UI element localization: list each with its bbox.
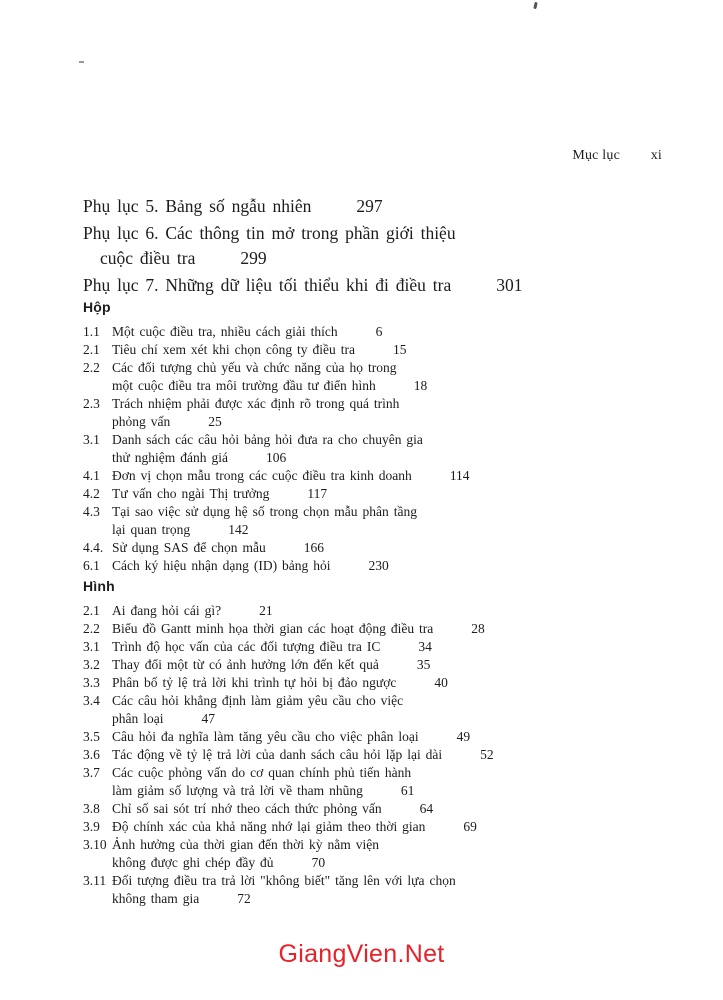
entry-text [112,431,673,467]
entry-text [112,692,673,728]
entry-text-line1: Các câu hỏi khẳng định làm giảm yêu cầu cho việc [112,693,404,708]
toc-entry [83,800,673,818]
entry-number: 2.2 [83,360,100,375]
toc-entry [83,818,673,836]
entry-text-line1: Tại sao việc sử dụng hệ số trong chọn mẫu phân tầng [112,504,417,519]
toc-entry [83,728,673,746]
entry-text-line1: Cách ký hiệu nhận dạng (ID) bảng hỏi [112,558,331,573]
entry-number: 3.11 [83,873,107,888]
appendix-page-number: 301 [496,275,523,295]
entry-text-line1: Trình độ học vấn của các đối tượng điều tra IC [112,639,381,654]
entry-text [112,800,673,818]
entry-number: 4.4. [83,540,104,555]
appendix-page-number: 297 [356,196,383,216]
entry-text-line2: thử nghiệm đánh giá [112,450,228,465]
entry-text-line2: làm giảm số lượng và trả lời về tham nhũng [112,783,363,798]
entry-number: 3.3 [83,675,100,690]
entry-number: 3.10 [83,837,107,852]
toc-entry [83,323,673,341]
section-title-boxes: Hộp [83,299,111,315]
entries-figures [83,602,673,908]
entry-text-line1: Đối tượng điều tra trả lời "không biết" tăng lên với lựa chọn [112,873,456,888]
entry-text-line2: phân loại [112,711,164,726]
toc-entry [83,746,673,764]
entry-page-number: 21 [259,603,273,618]
entry-text [112,359,673,395]
entry-number: 6.1 [83,558,100,573]
entry-text-line1: Tư vấn cho ngài Thị trưởng [112,486,270,501]
toc-entry [83,467,673,485]
entry-text [112,818,673,836]
toc-entry [83,485,673,503]
entry-text-line1: Danh sách các câu hỏi bảng hỏi đưa ra cho chuyên gia [112,432,423,447]
entry-text [112,620,673,638]
entry-text [112,341,673,359]
entry-text [112,602,673,620]
entry-text-line1: Các đối tượng chủ yếu và chức năng của họ trong [112,360,397,375]
entry-page-number: 114 [449,468,470,483]
entry-text-line1: Đơn vị chọn mẫu trong các cuộc điều tra kinh doanh [112,468,412,483]
entry-page-number: 25 [208,414,222,429]
section-title-figures: Hình [83,578,115,594]
entry-page-number: 34 [418,639,432,654]
entry-text [112,746,673,764]
entry-text-line2: lại quan trọng [112,522,191,537]
toc-entry [83,656,673,674]
appendix-list [83,194,663,300]
appendix-entry-text: Phụ lục 6. Các thông tin mở trong phần giới thiệu [83,223,456,243]
entry-number: 2.1 [83,342,100,357]
running-header-title: Mục lục [572,148,620,163]
entry-number: 3.4 [83,693,100,708]
entry-page-number: 18 [413,378,428,393]
page-number-roman: xi [650,148,662,163]
entry-number: 2.2 [83,621,100,636]
entry-text [112,557,673,575]
toc-entry [83,692,673,728]
toc-entry [83,557,673,575]
entry-text [112,395,673,431]
entry-text [112,539,673,557]
scan-artifact-dot [79,61,84,63]
entry-text-line1: Câu hỏi đa nghĩa làm tăng yêu cầu cho việc phân loại [112,729,419,744]
entry-text [112,467,673,485]
entry-number: 4.2 [83,486,100,501]
appendix-entry [83,273,663,298]
entry-text [112,323,673,341]
appendix-page-number: 299 [240,248,267,268]
entry-number: 3.7 [83,765,100,780]
entry-number: 3.5 [83,729,100,744]
entry-page-number: 166 [303,540,324,555]
entry-text-line2: không tham gia [112,891,200,906]
entry-text-line1: Tiêu chí xem xét khi chọn công ty điều tra [112,342,355,357]
toc-entry [83,503,673,539]
appendix-entry-text: Phụ lục 5. Bảng số ngẫu nhiên [83,196,312,216]
entry-page-number: 52 [480,747,494,762]
toc-entry [83,431,673,467]
toc-entry [83,341,673,359]
entry-page-number: 40 [434,675,448,690]
section-figures [83,578,673,908]
appendix-entry-text: Phụ lục 7. Những dữ liệu tối thiểu khi đi điều tra [83,275,452,295]
scan-artifact-comma [533,2,537,9]
entry-number: 3.1 [83,639,100,654]
entry-text-line1: Phân bố tỷ lệ trả lời khi trình tự hỏi bị đảo ngược [112,675,397,690]
entry-text-line1: Sử dụng SAS để chọn mẫu [112,540,266,555]
entry-text [112,503,673,539]
appendix-entry [83,194,663,219]
toc-entry [83,836,673,872]
entry-number: 2.3 [83,396,100,411]
entry-text [112,674,673,692]
toc-entry [83,620,673,638]
entries-boxes [83,323,673,575]
entry-text-line1: Ai đang hỏi cái gì? [112,603,222,618]
entry-page-number: 72 [237,891,251,906]
toc-entry [83,395,673,431]
entry-text [112,485,673,503]
entry-page-number: 106 [265,450,287,465]
entry-number: 4.1 [83,468,100,483]
toc-entry [83,674,673,692]
entry-page-number: 142 [228,522,249,537]
entry-text-line1: Chỉ số sai sót trí nhớ theo cách thức phỏng vấn [112,801,382,816]
entry-page-number: 230 [368,558,389,573]
appendix-entry [83,221,663,271]
toc-entry [83,872,673,908]
entry-page-number: 6 [375,324,383,339]
entry-text [112,638,673,656]
entry-page-number: 28 [471,621,485,636]
entry-number: 3.6 [83,747,100,762]
entry-text-line1: Biểu đồ Gantt minh họa thời gian các hoạt động điều tra [112,621,434,636]
entry-number: 3.1 [83,432,100,447]
entry-number: 2.1 [83,603,100,618]
entry-text-line1: Ảnh hưởng của thời gian đến thời kỳ nằm viện [112,837,379,852]
entry-page-number: 64 [419,801,434,816]
watermark-text: GiangVien.Net [278,940,445,968]
entry-page-number: 69 [463,819,477,834]
entry-text-line2: không được ghi chép đầy đủ [112,855,274,870]
entry-page-number: 49 [456,729,471,744]
entry-text-line1: Các cuộc phỏng vấn do cơ quan chính phủ tiến hành [112,765,412,780]
entry-text [112,764,673,800]
entry-text-line1: Một cuộc điều tra, nhiều cách giải thích [112,324,338,339]
entry-number: 1.1 [83,324,100,339]
toc-entry [83,638,673,656]
entry-page-number: 70 [311,855,326,870]
entry-text-line1: Thay đổi một từ có ảnh hưởng lớn đến kết quả [112,657,379,672]
entry-text-line1: Tác động về tỷ lệ trả lời của danh sách câu hỏi lặp lại dài [112,747,443,762]
toc-entry [83,764,673,800]
entry-page-number: 35 [416,657,431,672]
entry-number: 4.3 [83,504,100,519]
entry-page-number: 117 [307,486,328,501]
running-header [572,148,662,164]
entry-page-number: 15 [392,342,407,357]
appendix-entry-text-continued: cuộc điều tra [100,248,196,268]
entry-text-line2: một cuộc điều tra môi trường đầu tư điển hình [112,378,376,393]
entry-text [112,836,673,872]
entry-page-number: 47 [201,711,215,726]
entry-text-line1: Độ chính xác của khả năng nhớ lại giảm theo thời gian [112,819,426,834]
toc-entry [83,359,673,395]
entry-page-number: 61 [400,783,415,798]
toc-entry [83,539,673,557]
entry-number: 3.9 [83,819,100,834]
entry-text-line1: Trách nhiệm phải được xác định rõ trong quá trình [112,396,400,411]
entry-number: 3.8 [83,801,100,816]
entry-number: 3.2 [83,657,100,672]
toc-entry [83,602,673,620]
entry-text [112,872,673,908]
section-boxes [83,299,673,575]
entry-text [112,656,673,674]
entry-text [112,728,673,746]
entry-text-line2: phỏng vấn [112,414,171,429]
